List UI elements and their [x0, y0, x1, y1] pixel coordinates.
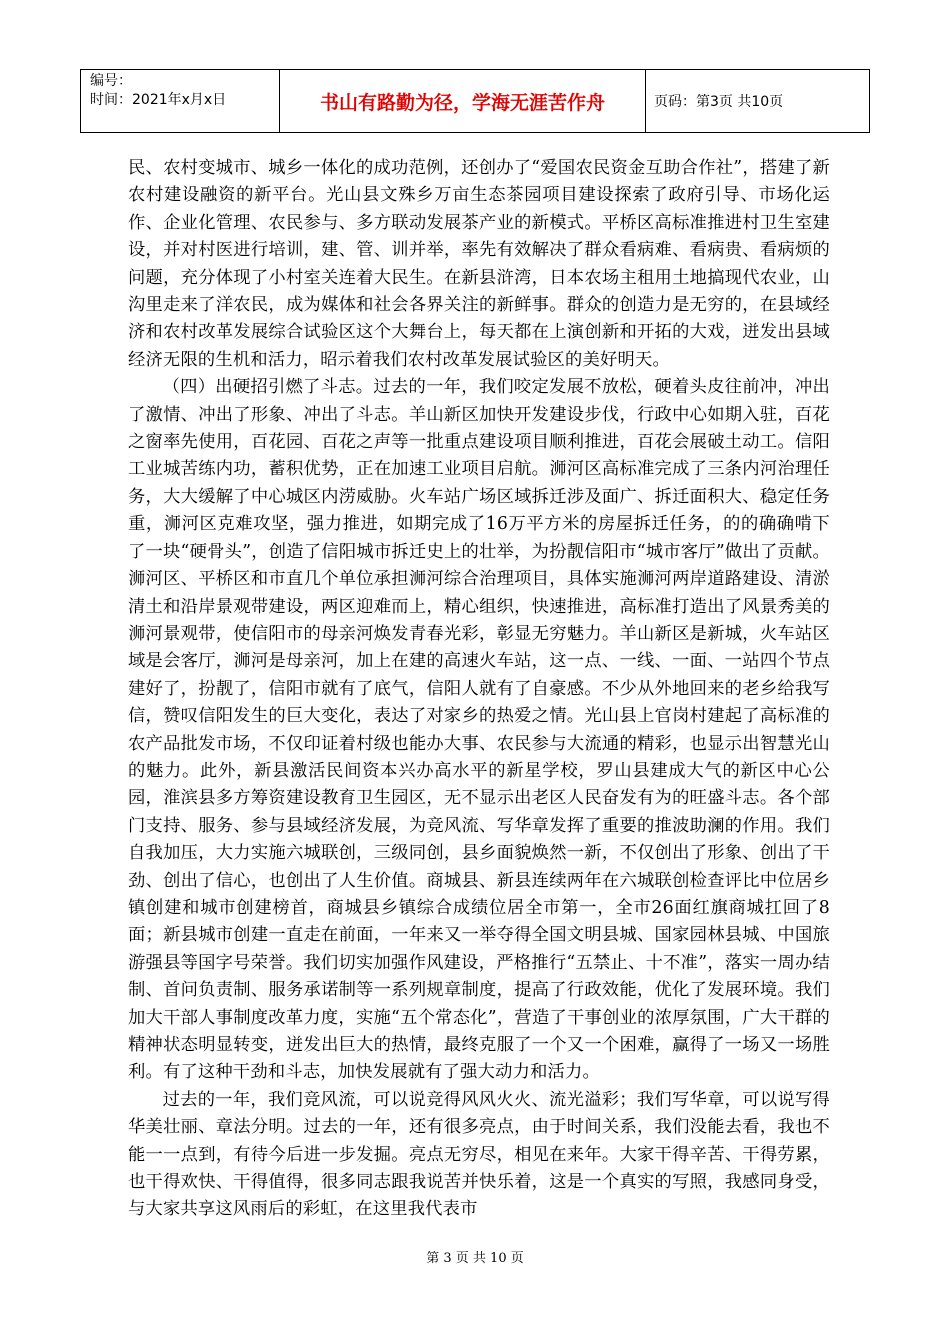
header-motto: 书山有路勤为径，学海无涯苦作舟	[280, 70, 646, 132]
document-number-label: 编号：	[90, 73, 132, 89]
paragraph-summary: 过去的一年，我们竞风流，可以说竞得风风火火、流光溢彩；我们写华章，可以说写得华美壮丽、章法分明。过去的一年，还有很多亮点，由于时间关系，我们没能去看，我也不能一一点到，有待今后进一步发掘。亮点无穷尽，相见在来年。大家干得辛苦、干得劳累，也干得欢快、干得值得，很多同志跟我说苦并快乐着，这是一个真实的写照，我感同身受，与大家共享这风雨后的彩虹，在这里我代表市	[128, 1089, 830, 1220]
header-page-info: 页码：第3页 共10页	[654, 94, 784, 110]
page-footer: 第 3 页 共 10 页	[426, 1251, 524, 1266]
page-header	[80, 69, 870, 133]
document-date: 时间：2021年x月x日	[90, 92, 227, 108]
paragraph-section-four: （四）出硬招引燃了斗志。过去的一年，我们咬定发展不放松，硬着头皮往前冲，冲出了激情、冲出了形象、冲出了斗志。羊山新区加快开发建设步伐，行政中心如期入驻，百花之窗率先使用，百花园、百花之声等一批重点建设项目顺利推进，百花会展破土动工。信阳工业城苦练内功，蓄积优势，正在加速工业项目启航。浉河区高标准完成了三条内河治理任务，大大缓解了中心城区内涝威胁。火车站广场区域拆迁涉及面广、拆迁面积大、稳定任务重，浉河区克难攻坚，强力推进，如期完成了16万平方米的房屋拆迁任务，的的确确啃下了一块“硬骨头”，创造了信阳城市拆迁史上的壮举，为扮靓信阳市“城市客厅”做出了贡献。浉河区、平桥区和市直几个单位承担浉河综合治理项目，具体实施浉河两岸道路建设、清淤清土和沿岸景观带建设，两区迎难而上，精心组织，快速推进，高标准打造出了风景秀美的浉河景观带，使信阳市的母亲河焕发青春光彩，彰显无穷魅力。羊山新区是新城，火车站区域是会客厅，浉河是母亲河，加上在建的高速火车站，这一点、一线、一面、一站四个节点建好了，扮靓了，信阳市就有了底气，信阳人就有了自豪感。不少从外地回来的老乡给我写信，赞叹信阳发生的巨大变化，表达了对家乡的热爱之情。光山县上官岗村建起了高标准的农产品批发市场，不仅印证着村级也能办大事、农民参与大流通的精彩，也显示出智慧光山的魅力。此外，新县激活民间资本兴办高水平的新星学校，罗山县建成大气的新区中心公园，淮滨县多方筹资建设教育卫生园区，无不显示出老区人民奋发有为的旺盛斗志。各个部门支持、服务、参与县域经济发展，为竞风流、写华章发挥了重要的推波助澜的作用。我们自我加压，大力实施六城联创，三级同创，县乡面貌焕然一新，不仅创出了形象、创出了干劲、创出了信心，也创出了人生价值。商城县、新县连续两年在六城联创检查评比中位居乡镇创建和城市创建榜首，商城县乡镇综合成绩位居全市第一，全市26面红旗商城扛回了8面；新县城市创建一直走在前面，一年来又一举夺得全国文明县城、国家园林县城、中国旅游强县等国字号荣誉。我们切实加强作风建设，严格推行“五禁止、十不准”，落实一周办结制、首问负责制、服务承诺制等一系列规章制度，提高了行政效能，优化了发展环境。我们加大干部人事制度改革力度，实施“五个常态化”，营造了干事创业的浓厚氛围，广大干群的精神状态明显转变，迸发出巨大的热情，最终克服了一个又一个困难，赢得了一场又一场胜利。有了这种干劲和斗志，加快发展就有了强大动力和活力。	[128, 377, 830, 1083]
header-meta	[81, 70, 280, 132]
paragraph-continued: 民、农村变城市、城乡一体化的成功范例，还创办了“爱国农民资金互助合作社”，搭建了新农村建设融资的新平台。光山县文殊乡万亩生态茶园项目建设探索了政府引导、市场化运作、企业化管理、农民参与、多方联动发展茶产业的新模式。平桥区高标准推进村卫生室建设，并对村医进行培训，建、管、训并举，率先有效解决了群众看病难、看病贵、看病烦的问题，充分体现了小村室关连着大民生。在新县浒湾，日本农场主租用土地搞现代农业，山沟里走来了洋农民，成为媒体和社会各界关注的新鲜事。群众的创造力是无穷的，在县域经济和农村改革发展综合试验区这个大舞台上，每天都在上演创新和开拓的大戏，迸发出县域经济无限的生机和活力，昭示着我们农村改革发展试验区的美好明天。	[128, 158, 830, 370]
document-body	[128, 155, 830, 1224]
